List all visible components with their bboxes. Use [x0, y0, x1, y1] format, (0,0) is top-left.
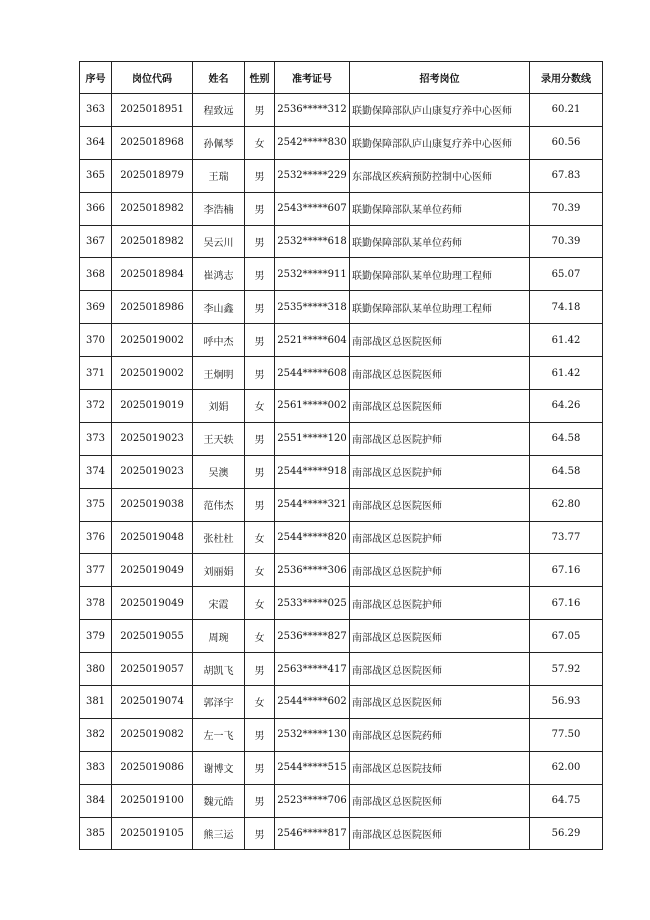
cell-post: 联勤保障部队某单位助理工程师 — [350, 258, 530, 291]
table-row — [80, 357, 603, 390]
cell-seq: 375 — [80, 488, 112, 521]
cell-seq: 376 — [80, 521, 112, 554]
cell-code: 2025018951 — [112, 94, 193, 127]
table-row — [80, 324, 603, 357]
cell-name: 李浩楠 — [193, 192, 245, 225]
cell-code: 2025019049 — [112, 554, 193, 587]
cell-code: 2025019048 — [112, 521, 193, 554]
cell-name: 熊三运 — [193, 817, 245, 850]
cell-code: 2025018968 — [112, 126, 193, 159]
cell-post: 南部战区总医院护师 — [350, 587, 530, 620]
table-row — [80, 291, 603, 324]
cell-name: 呼中杰 — [193, 324, 245, 357]
cell-post: 南部战区总医院医师 — [350, 324, 530, 357]
cell-score: 56.29 — [530, 817, 603, 850]
cell-post: 南部战区总医院医师 — [350, 357, 530, 390]
cell-post: 南部战区总医院药师 — [350, 718, 530, 751]
cell-seq: 371 — [80, 357, 112, 390]
cell-code: 2025019002 — [112, 324, 193, 357]
cell-gender: 男 — [245, 159, 275, 192]
table-row — [80, 126, 603, 159]
cell-name: 范伟杰 — [193, 488, 245, 521]
header-code: 岗位代码 — [112, 62, 193, 94]
cell-seq: 379 — [80, 620, 112, 653]
header-seq: 序号 — [80, 62, 112, 94]
cell-name: 王炯明 — [193, 357, 245, 390]
cell-gender: 男 — [245, 751, 275, 784]
cell-seq: 383 — [80, 751, 112, 784]
cell-gender: 女 — [245, 620, 275, 653]
cell-score: 64.75 — [530, 784, 603, 817]
cell-post: 南部战区总医院护师 — [350, 422, 530, 455]
cell-score: 61.42 — [530, 357, 603, 390]
cell-seq: 367 — [80, 225, 112, 258]
cell-seq: 380 — [80, 653, 112, 686]
cell-code: 2025018979 — [112, 159, 193, 192]
cell-code: 2025019002 — [112, 357, 193, 390]
cell-ticket: 2544*****918 — [275, 455, 350, 488]
cell-name: 刘娟 — [193, 390, 245, 423]
cell-name: 王瑞 — [193, 159, 245, 192]
cell-ticket: 2563*****417 — [275, 653, 350, 686]
table-row — [80, 94, 603, 127]
cell-gender: 男 — [245, 192, 275, 225]
cell-name: 宋霞 — [193, 587, 245, 620]
cell-gender: 男 — [245, 258, 275, 291]
cell-ticket: 2535*****318 — [275, 291, 350, 324]
cell-ticket: 2532*****229 — [275, 159, 350, 192]
table-row — [80, 751, 603, 784]
cell-gender: 女 — [245, 686, 275, 719]
cell-post: 南部战区总医院医师 — [350, 817, 530, 850]
cell-name: 谢博文 — [193, 751, 245, 784]
table-row — [80, 258, 603, 291]
cell-score: 73.77 — [530, 521, 603, 554]
cell-post: 联勤保障部队庐山康复疗养中心医师 — [350, 94, 530, 127]
cell-seq: 370 — [80, 324, 112, 357]
cell-score: 65.07 — [530, 258, 603, 291]
cell-gender: 女 — [245, 390, 275, 423]
cell-code: 2025018984 — [112, 258, 193, 291]
cell-name: 刘丽娟 — [193, 554, 245, 587]
cell-gender: 男 — [245, 455, 275, 488]
cell-code: 2025018986 — [112, 291, 193, 324]
table-row — [80, 587, 603, 620]
cell-score: 64.58 — [530, 455, 603, 488]
table-row — [80, 554, 603, 587]
header-gender: 性别 — [245, 62, 275, 94]
cell-score: 77.50 — [530, 718, 603, 751]
cell-gender: 男 — [245, 94, 275, 127]
cell-ticket: 2551*****120 — [275, 422, 350, 455]
cell-name: 吴云川 — [193, 225, 245, 258]
cell-ticket: 2544*****321 — [275, 488, 350, 521]
cell-ticket: 2536*****306 — [275, 554, 350, 587]
cell-post: 南部战区总医院护师 — [350, 554, 530, 587]
cell-score: 62.80 — [530, 488, 603, 521]
cell-ticket: 2536*****312 — [275, 94, 350, 127]
cell-post: 南部战区总医院护师 — [350, 455, 530, 488]
table-row — [80, 521, 603, 554]
cell-code: 2025018982 — [112, 192, 193, 225]
cell-ticket: 2532*****130 — [275, 718, 350, 751]
cell-code: 2025019086 — [112, 751, 193, 784]
cell-score: 60.56 — [530, 126, 603, 159]
cell-post: 南部战区总医院医师 — [350, 488, 530, 521]
cell-gender: 男 — [245, 817, 275, 850]
cell-code: 2025019055 — [112, 620, 193, 653]
cell-name: 胡凯飞 — [193, 653, 245, 686]
cell-score: 56.93 — [530, 686, 603, 719]
cell-post: 联勤保障部队庐山康复疗养中心医师 — [350, 126, 530, 159]
cell-score: 60.21 — [530, 94, 603, 127]
table-row — [80, 686, 603, 719]
cell-post: 南部战区总医院医师 — [350, 390, 530, 423]
table-row — [80, 192, 603, 225]
cell-post: 东部战区疾病预防控制中心医师 — [350, 159, 530, 192]
cell-seq: 365 — [80, 159, 112, 192]
table-row — [80, 620, 603, 653]
cell-seq: 374 — [80, 455, 112, 488]
cell-name: 李山鑫 — [193, 291, 245, 324]
cell-ticket: 2523*****706 — [275, 784, 350, 817]
cell-code: 2025019038 — [112, 488, 193, 521]
cell-ticket: 2544*****602 — [275, 686, 350, 719]
cell-score: 74.18 — [530, 291, 603, 324]
table-row — [80, 390, 603, 423]
cell-post: 南部战区总医院医师 — [350, 653, 530, 686]
admission-table — [79, 61, 603, 850]
cell-score: 67.16 — [530, 587, 603, 620]
table-row — [80, 455, 603, 488]
cell-ticket: 2536*****827 — [275, 620, 350, 653]
cell-ticket: 2532*****618 — [275, 225, 350, 258]
table-row — [80, 488, 603, 521]
cell-ticket: 2521*****604 — [275, 324, 350, 357]
cell-score: 64.58 — [530, 422, 603, 455]
cell-seq: 382 — [80, 718, 112, 751]
cell-gender: 女 — [245, 587, 275, 620]
cell-name: 张杜杜 — [193, 521, 245, 554]
cell-gender: 男 — [245, 653, 275, 686]
cell-score: 64.26 — [530, 390, 603, 423]
cell-gender: 男 — [245, 225, 275, 258]
cell-code: 2025019074 — [112, 686, 193, 719]
cell-code: 2025019057 — [112, 653, 193, 686]
cell-name: 崔鸿志 — [193, 258, 245, 291]
cell-seq: 385 — [80, 817, 112, 850]
cell-seq: 372 — [80, 390, 112, 423]
cell-name: 郭泽宇 — [193, 686, 245, 719]
table-row — [80, 225, 603, 258]
cell-name: 周琬 — [193, 620, 245, 653]
cell-post: 联勤保障部队某单位药师 — [350, 225, 530, 258]
table-body — [80, 94, 603, 850]
cell-ticket: 2544*****820 — [275, 521, 350, 554]
cell-name: 左一飞 — [193, 718, 245, 751]
cell-name: 孙佩琴 — [193, 126, 245, 159]
cell-post: 南部战区总医院护师 — [350, 521, 530, 554]
cell-ticket: 2543*****607 — [275, 192, 350, 225]
cell-name: 吴澳 — [193, 455, 245, 488]
cell-score: 67.83 — [530, 159, 603, 192]
cell-post: 南部战区总医院医师 — [350, 784, 530, 817]
header-name: 姓名 — [193, 62, 245, 94]
cell-code: 2025019100 — [112, 784, 193, 817]
cell-post: 联勤保障部队某单位助理工程师 — [350, 291, 530, 324]
cell-score: 61.42 — [530, 324, 603, 357]
cell-code: 2025018982 — [112, 225, 193, 258]
table-row — [80, 718, 603, 751]
cell-ticket: 2533*****025 — [275, 587, 350, 620]
header-row — [80, 62, 603, 94]
cell-seq: 364 — [80, 126, 112, 159]
cell-gender: 男 — [245, 488, 275, 521]
cell-gender: 男 — [245, 718, 275, 751]
cell-ticket: 2542*****830 — [275, 126, 350, 159]
cell-ticket: 2532*****911 — [275, 258, 350, 291]
cell-gender: 男 — [245, 422, 275, 455]
table-row — [80, 784, 603, 817]
cell-name: 魏元皓 — [193, 784, 245, 817]
cell-seq: 373 — [80, 422, 112, 455]
cell-ticket: 2544*****515 — [275, 751, 350, 784]
cell-ticket: 2544*****608 — [275, 357, 350, 390]
cell-seq: 363 — [80, 94, 112, 127]
cell-ticket: 2546*****817 — [275, 817, 350, 850]
cell-code: 2025019082 — [112, 718, 193, 751]
cell-code: 2025019105 — [112, 817, 193, 850]
cell-seq: 381 — [80, 686, 112, 719]
cell-score: 67.05 — [530, 620, 603, 653]
table-row — [80, 422, 603, 455]
cell-score: 70.39 — [530, 192, 603, 225]
header-ticket: 准考证号 — [275, 62, 350, 94]
cell-post: 南部战区总医院医师 — [350, 620, 530, 653]
cell-seq: 369 — [80, 291, 112, 324]
cell-code: 2025019049 — [112, 587, 193, 620]
cell-gender: 男 — [245, 784, 275, 817]
cell-score: 62.00 — [530, 751, 603, 784]
cell-ticket: 2561*****002 — [275, 390, 350, 423]
cell-seq: 366 — [80, 192, 112, 225]
header-score: 录用分数线 — [530, 62, 603, 94]
cell-code: 2025019019 — [112, 390, 193, 423]
cell-seq: 377 — [80, 554, 112, 587]
header-post: 招考岗位 — [350, 62, 530, 94]
cell-name: 程致远 — [193, 94, 245, 127]
cell-score: 57.92 — [530, 653, 603, 686]
cell-code: 2025019023 — [112, 455, 193, 488]
table-row — [80, 817, 603, 850]
cell-gender: 男 — [245, 357, 275, 390]
cell-post: 联勤保障部队某单位药师 — [350, 192, 530, 225]
cell-seq: 384 — [80, 784, 112, 817]
cell-post: 南部战区总医院技师 — [350, 751, 530, 784]
cell-post: 南部战区总医院医师 — [350, 686, 530, 719]
cell-name: 王天轶 — [193, 422, 245, 455]
cell-gender: 女 — [245, 554, 275, 587]
cell-score: 70.39 — [530, 225, 603, 258]
cell-score: 67.16 — [530, 554, 603, 587]
cell-code: 2025019023 — [112, 422, 193, 455]
cell-gender: 男 — [245, 324, 275, 357]
cell-gender: 女 — [245, 521, 275, 554]
cell-gender: 女 — [245, 126, 275, 159]
cell-gender: 男 — [245, 291, 275, 324]
table-row — [80, 653, 603, 686]
cell-seq: 368 — [80, 258, 112, 291]
table-row — [80, 159, 603, 192]
cell-seq: 378 — [80, 587, 112, 620]
